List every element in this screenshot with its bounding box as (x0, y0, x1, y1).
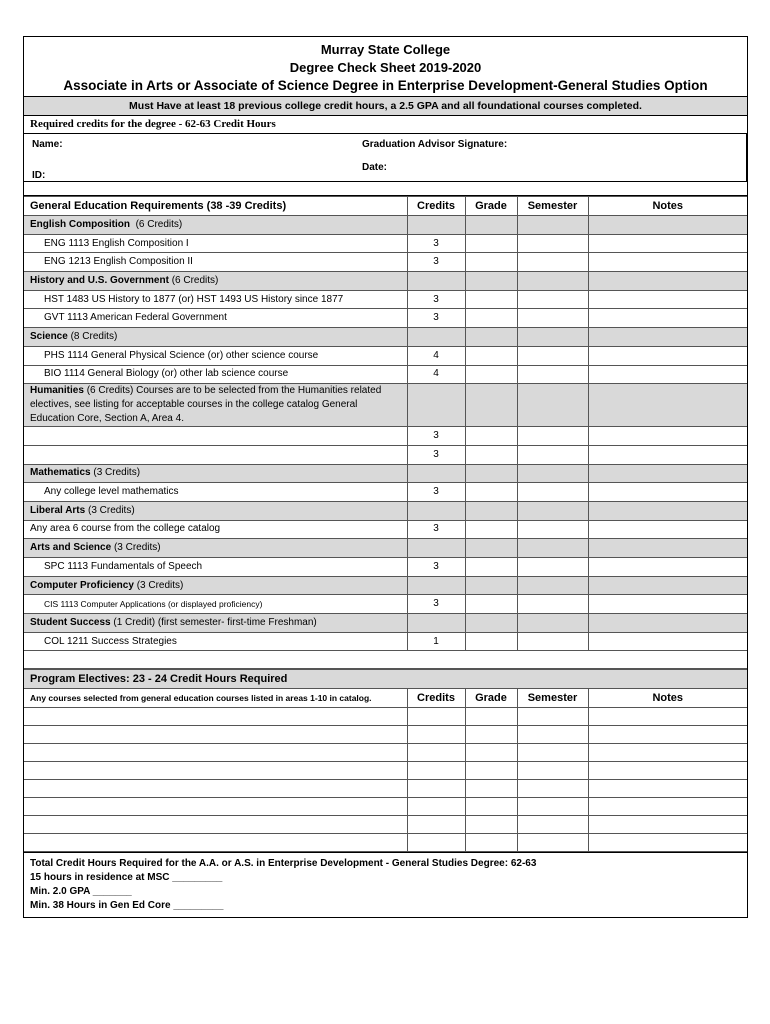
credits-cell[interactable] (407, 216, 465, 235)
elective-row (24, 834, 747, 852)
notes-cell[interactable] (588, 595, 747, 614)
course-name: SPC 1113 Fundamentals of Speech (24, 558, 407, 577)
course-name: BIO 1114 General Biology (or) other lab science course (24, 365, 407, 384)
course-row (24, 595, 747, 614)
notes-cell[interactable] (588, 253, 747, 272)
elective-row (24, 816, 747, 834)
electives-table (24, 669, 747, 852)
semester-cell[interactable] (517, 234, 588, 253)
grade-cell[interactable] (465, 632, 517, 651)
semester-cell[interactable] (517, 272, 588, 291)
grade-cell[interactable] (465, 346, 517, 365)
notes-cell[interactable] (588, 576, 747, 595)
notes-cell[interactable] (588, 328, 747, 347)
credits-cell: 3 (407, 483, 465, 502)
semester-cell[interactable] (517, 328, 588, 347)
course-row (24, 234, 747, 253)
credits-cell[interactable] (407, 798, 465, 816)
course-cell[interactable] (24, 834, 407, 852)
credits-cell[interactable] (407, 744, 465, 762)
notes-cell[interactable] (588, 272, 747, 291)
credits-cell: 3 (407, 445, 465, 464)
course-row (24, 445, 747, 464)
category-row (24, 384, 747, 427)
gen-ed-header-row (24, 197, 747, 216)
min-gen-ed-hours: Min. 38 Hours in Gen Ed Core _________ (30, 900, 224, 912)
notes-cell[interactable] (588, 614, 747, 633)
category-name: Student Success (30, 616, 111, 628)
grade-cell[interactable] (465, 272, 517, 291)
semester-cell[interactable] (517, 365, 588, 384)
advisor-signature-label: Graduation Advisor Signature: (362, 139, 508, 150)
grade-cell[interactable] (465, 780, 517, 798)
grade-cell[interactable] (465, 290, 517, 309)
grade-cell[interactable] (465, 816, 517, 834)
course-row (24, 346, 747, 365)
course-row (24, 520, 747, 539)
id-label: ID: (32, 170, 46, 181)
semester-cell[interactable] (517, 816, 588, 834)
category-row (24, 272, 747, 291)
must-have-banner: Must Have at least 18 previous college credit hours, a 2.5 GPA and all foundational courses completed. (24, 96, 747, 116)
total-credit-hours: Total Credit Hours Required for the A.A. or A.S. in Enterprise Development - General Studies Degree: 62-63 (30, 858, 537, 870)
course-cell[interactable] (24, 762, 407, 780)
category-name: Arts and Science (30, 542, 112, 554)
category-note: (6 Credits) (135, 218, 183, 230)
electives-title: Program Electives: 23 - 24 Credit Hours Required (24, 670, 747, 689)
course-cell[interactable] (24, 780, 407, 798)
grade-cell[interactable] (465, 614, 517, 633)
category-label (24, 328, 407, 347)
notes-cell[interactable] (588, 762, 747, 780)
course-name: CIS 1113 Computer Applications (or displayed proficiency) (24, 595, 407, 614)
semester-cell[interactable] (517, 708, 588, 726)
col-grade: Grade (465, 197, 517, 216)
credits-cell[interactable] (407, 780, 465, 798)
grade-cell[interactable] (465, 384, 517, 427)
grade-cell[interactable] (465, 726, 517, 744)
semester-cell[interactable] (517, 744, 588, 762)
course-cell[interactable] (24, 816, 407, 834)
grade-cell[interactable] (465, 216, 517, 235)
notes-cell[interactable] (588, 780, 747, 798)
category-note: (8 Credits) (70, 330, 118, 342)
notes-cell[interactable] (588, 539, 747, 558)
course-name: Any area 6 course from the college catalog (24, 520, 407, 539)
notes-cell[interactable] (588, 346, 747, 365)
credits-cell: 3 (407, 520, 465, 539)
semester-cell[interactable] (517, 384, 588, 427)
course-name: ENG 1213 English Composition II (24, 253, 407, 272)
category-label (24, 384, 407, 427)
grade-cell[interactable] (465, 762, 517, 780)
spacer-cell (24, 651, 747, 669)
course-name: HST 1483 US History to 1877 (or) HST 1493 US History since 1877 (24, 290, 407, 309)
gen-ed-table (24, 196, 747, 669)
category-row (24, 216, 747, 235)
semester-cell[interactable] (517, 632, 588, 651)
grade-cell[interactable] (465, 328, 517, 347)
sheet-title: Degree Check Sheet 2019-2020 (289, 60, 482, 75)
category-name: History and U.S. Government (30, 274, 169, 286)
category-label (24, 614, 407, 633)
course-row (24, 558, 747, 577)
course-name[interactable] (24, 427, 407, 446)
notes-cell[interactable] (588, 798, 747, 816)
category-note: (3 Credits) (136, 579, 184, 591)
col-grade: Grade (465, 689, 517, 708)
notes-cell[interactable] (588, 834, 747, 852)
date-label: Date: (362, 162, 388, 173)
semester-cell[interactable] (517, 290, 588, 309)
semester-cell[interactable] (517, 798, 588, 816)
notes-cell[interactable] (588, 708, 747, 726)
semester-cell[interactable] (517, 576, 588, 595)
credits-cell: 4 (407, 346, 465, 365)
notes-cell[interactable] (588, 216, 747, 235)
college-name: Murray State College (320, 42, 451, 57)
semester-cell[interactable] (517, 595, 588, 614)
notes-cell[interactable] (588, 384, 747, 427)
semester-cell[interactable] (517, 520, 588, 539)
notes-cell[interactable] (588, 558, 747, 577)
notes-cell[interactable] (588, 520, 747, 539)
col-notes: Notes (588, 689, 747, 708)
semester-cell[interactable] (517, 464, 588, 483)
student-info-box (24, 134, 748, 182)
category-note: (6 Credits) (171, 274, 219, 286)
grade-cell[interactable] (465, 520, 517, 539)
notes-cell[interactable] (588, 483, 747, 502)
semester-cell[interactable] (517, 427, 588, 446)
category-note: (3 Credits) (93, 467, 141, 479)
credits-cell[interactable] (407, 384, 465, 427)
notes-cell[interactable] (588, 290, 747, 309)
course-row (24, 365, 747, 384)
course-row (24, 483, 747, 502)
grade-cell[interactable] (465, 558, 517, 577)
elective-row (24, 798, 747, 816)
notes-cell[interactable] (588, 726, 747, 744)
notes-cell[interactable] (588, 464, 747, 483)
credits-cell[interactable] (407, 328, 465, 347)
category-name: Mathematics (30, 467, 91, 479)
category-label (24, 464, 407, 483)
grade-cell[interactable] (465, 595, 517, 614)
category-name: Liberal Arts (30, 504, 86, 516)
course-name[interactable] (24, 445, 407, 464)
col-notes: Notes (588, 197, 747, 216)
residence-hours: 15 hours in residence at MSC _________ (30, 872, 223, 884)
course-row (24, 632, 747, 651)
category-row (24, 614, 747, 633)
semester-cell[interactable] (517, 501, 588, 520)
semester-cell[interactable] (517, 780, 588, 798)
grade-cell[interactable] (465, 464, 517, 483)
credits-cell[interactable] (407, 464, 465, 483)
category-label (24, 501, 407, 520)
credits-cell[interactable] (407, 708, 465, 726)
course-cell[interactable] (24, 798, 407, 816)
category-name: Computer Proficiency (30, 579, 134, 591)
semester-cell[interactable] (517, 614, 588, 633)
min-gpa: Min. 2.0 GPA _______ (30, 886, 132, 898)
category-row (24, 464, 747, 483)
electives-header-row (24, 689, 747, 708)
required-credits: Required credits for the degree - 62-63 Credit Hours (24, 116, 747, 134)
course-row (24, 427, 747, 446)
semester-cell[interactable] (517, 762, 588, 780)
credits-cell[interactable] (407, 539, 465, 558)
category-label (24, 216, 407, 235)
notes-cell[interactable] (588, 632, 747, 651)
grade-cell[interactable] (465, 539, 517, 558)
category-note: (3 Credits) (113, 542, 161, 554)
course-cell[interactable] (24, 744, 407, 762)
elective-row (24, 762, 747, 780)
degree-title: Associate in Arts or Associate of Science Degree in Enterprise Development-General Studies Option (63, 78, 708, 93)
semester-cell[interactable] (517, 309, 588, 328)
category-name: Humanities (30, 385, 84, 397)
category-row (24, 328, 747, 347)
course-name: PHS 1114 General Physical Science (or) other science course (24, 346, 407, 365)
semester-cell[interactable] (517, 539, 588, 558)
course-cell[interactable] (24, 726, 407, 744)
course-name: ENG 1113 English Composition I (24, 234, 407, 253)
course-name: COL 1211 Success Strategies (24, 632, 407, 651)
course-name: GVT 1113 American Federal Government (24, 309, 407, 328)
course-row (24, 309, 747, 328)
grade-cell[interactable] (465, 253, 517, 272)
semester-cell[interactable] (517, 346, 588, 365)
grade-cell[interactable] (465, 427, 517, 446)
elective-row (24, 780, 747, 798)
category-row (24, 501, 747, 520)
degree-summary (24, 852, 747, 917)
semester-cell[interactable] (517, 216, 588, 235)
category-label (24, 576, 407, 595)
category-label (24, 539, 407, 558)
notes-cell[interactable] (588, 427, 747, 446)
col-semester: Semester (517, 689, 588, 708)
credits-cell[interactable] (407, 762, 465, 780)
elective-row (24, 708, 747, 726)
semester-cell[interactable] (517, 834, 588, 852)
notes-cell[interactable] (588, 744, 747, 762)
credits-cell: 3 (407, 309, 465, 328)
electives-title-row (24, 670, 747, 689)
semester-cell[interactable] (517, 253, 588, 272)
category-note: (6 Credits) Courses are to be selected from the Humanities related electives, see listing for acceptable courses in the college catalog General Education Core, Section A, Area 4. (30, 385, 382, 425)
category-note: (3 Credits) (87, 504, 135, 516)
grade-cell[interactable] (465, 445, 517, 464)
elective-row (24, 744, 747, 762)
notes-cell[interactable] (588, 816, 747, 834)
notes-cell[interactable] (588, 365, 747, 384)
category-label (24, 272, 407, 291)
spacer (24, 182, 747, 196)
credits-cell: 3 (407, 595, 465, 614)
grade-cell[interactable] (465, 798, 517, 816)
grade-cell[interactable] (465, 576, 517, 595)
credits-cell[interactable] (407, 501, 465, 520)
grade-cell[interactable] (465, 501, 517, 520)
col-credits: Credits (407, 689, 465, 708)
course-name: Any college level mathematics (24, 483, 407, 502)
col-credits: Credits (407, 197, 465, 216)
grade-cell[interactable] (465, 234, 517, 253)
semester-cell[interactable] (517, 483, 588, 502)
grade-cell[interactable] (465, 309, 517, 328)
grade-cell[interactable] (465, 744, 517, 762)
credits-cell[interactable] (407, 816, 465, 834)
notes-cell[interactable] (588, 445, 747, 464)
course-cell[interactable] (24, 708, 407, 726)
spacer-row (24, 651, 747, 669)
degree-check-sheet (23, 36, 748, 918)
grade-cell[interactable] (465, 483, 517, 502)
grade-cell[interactable] (465, 708, 517, 726)
credits-cell[interactable] (407, 614, 465, 633)
notes-cell[interactable] (588, 501, 747, 520)
grade-cell[interactable] (465, 365, 517, 384)
notes-cell[interactable] (588, 234, 747, 253)
credits-cell: 3 (407, 558, 465, 577)
credits-cell: 3 (407, 427, 465, 446)
sheet-header (24, 37, 747, 96)
col-semester: Semester (517, 197, 588, 216)
semester-cell[interactable] (517, 445, 588, 464)
credits-cell: 3 (407, 234, 465, 253)
notes-cell[interactable] (588, 309, 747, 328)
category-row (24, 576, 747, 595)
name-label: Name: (32, 139, 63, 150)
credits-cell[interactable] (407, 272, 465, 291)
credits-cell[interactable] (407, 726, 465, 744)
elective-row (24, 726, 747, 744)
credits-cell: 1 (407, 632, 465, 651)
credits-cell: 3 (407, 253, 465, 272)
category-note: (1 Credit) (first semester- first-time Freshman) (113, 616, 317, 628)
semester-cell[interactable] (517, 558, 588, 577)
category-row (24, 539, 747, 558)
course-row (24, 290, 747, 309)
gen-ed-title: General Education Requirements (38 -39 Credits) (24, 197, 407, 216)
category-name: English Composition (30, 218, 130, 230)
credits-cell[interactable] (407, 576, 465, 595)
semester-cell[interactable] (517, 726, 588, 744)
electives-note: Any courses selected from general education courses listed in areas 1-10 in catalog. (24, 689, 407, 708)
credits-cell: 4 (407, 365, 465, 384)
credits-cell[interactable] (407, 834, 465, 852)
grade-cell[interactable] (465, 834, 517, 852)
course-row (24, 253, 747, 272)
category-name: Science (30, 330, 68, 342)
credits-cell: 3 (407, 290, 465, 309)
